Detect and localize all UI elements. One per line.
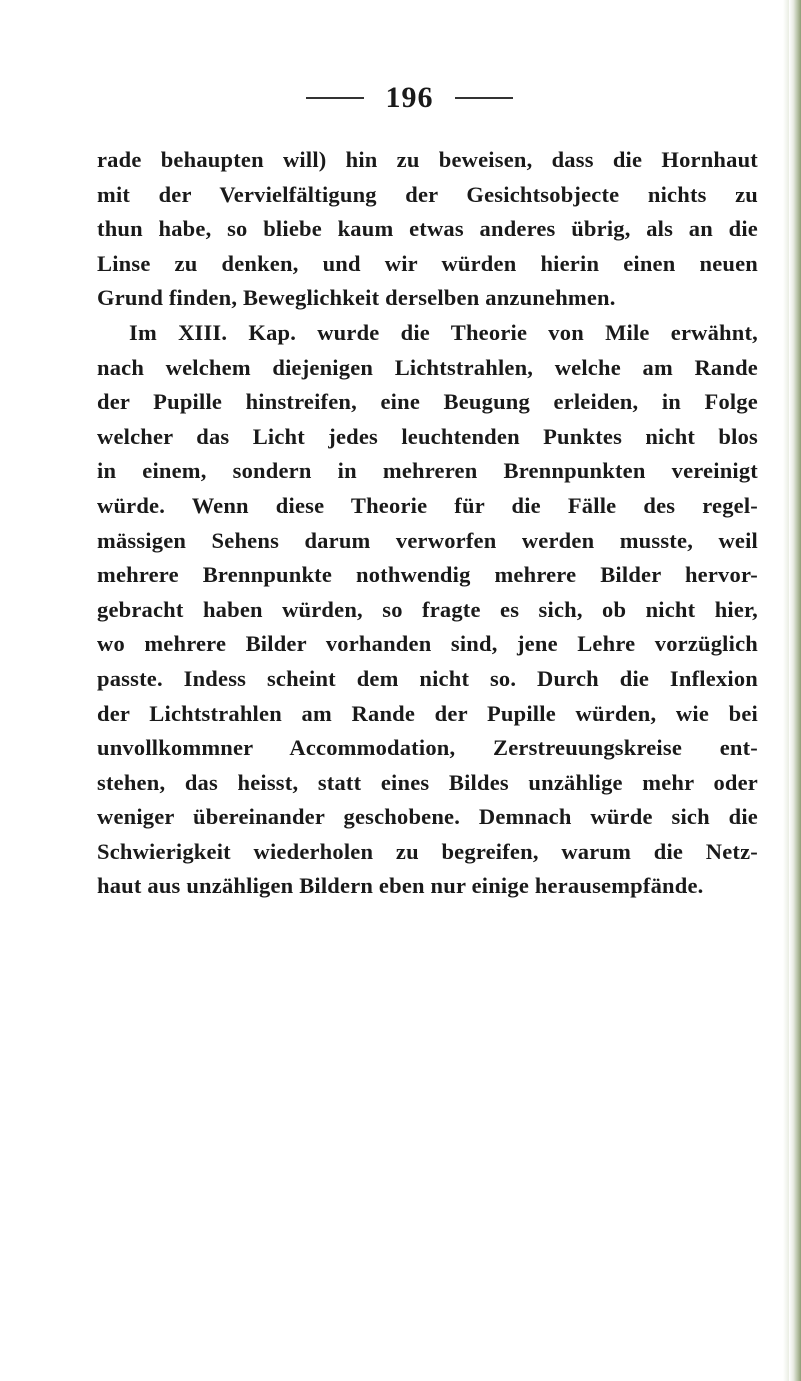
text-line: mässigen Sehens darum verworfen werden musste, weil bbox=[97, 527, 758, 553]
text-line: Im XIII. Kap. wurde die Theorie von Mile erwähnt, bbox=[129, 319, 758, 345]
text-line: der Pupille hinstreifen, eine Beugung erleiden, in Folge bbox=[97, 389, 758, 415]
text-line: Schwierigkeit wiederholen zu begreifen, warum die Netz- bbox=[97, 838, 758, 864]
text-line: würde. Wenn diese Theorie für die Fälle des regel- bbox=[97, 492, 758, 518]
page-header bbox=[0, 78, 801, 118]
text-line: mehrere Brennpunkte nothwendig mehrere Bilder hervor- bbox=[97, 562, 758, 588]
text-line: Linse zu denken, und wir würden hierin einen neuen bbox=[97, 250, 758, 276]
text-line: mit der Vervielfältigung der Gesichtsobjecte nichts zu bbox=[97, 181, 758, 207]
text-line: nach welchem diejenigen Lichtstrahlen, welche am Rande bbox=[97, 354, 758, 380]
text-line: welcher das Licht jedes leuchtenden Punktes nicht blos bbox=[97, 423, 758, 449]
text-line: weniger übereinander geschobene. Demnach würde sich die bbox=[97, 804, 758, 830]
text-line: thun habe, so bliebe kaum etwas anderes übrig, als an die bbox=[97, 216, 758, 242]
text-line: haut aus unzähligen Bildern eben nur einige herausempfände. bbox=[97, 873, 704, 899]
text-line: stehen, das heisst, statt eines Bildes unzählige mehr oder bbox=[97, 769, 758, 795]
page-number: 196 bbox=[385, 81, 434, 114]
header-rule-right bbox=[455, 97, 513, 99]
text-line: gebracht haben würden, so fragte es sich, ob nicht hier, bbox=[97, 596, 758, 622]
header-rule-left bbox=[306, 97, 364, 99]
text-line: unvollkommner Accommodation, Zerstreuungskreise ent- bbox=[97, 735, 758, 761]
text-line: Grund finden, Beweglichkeit derselben anzunehmen. bbox=[97, 285, 616, 311]
body-text bbox=[97, 143, 758, 904]
text-line: in einem, sondern in mehreren Brennpunkten vereinigt bbox=[97, 458, 758, 484]
text-line: rade behaupten will) hin zu beweisen, dass die Hornhaut bbox=[97, 147, 758, 172]
page-edge bbox=[789, 0, 801, 1381]
text-line: wo mehrere Bilder vorhanden sind, jene Lehre vorzüglich bbox=[97, 631, 758, 657]
text-line: der Lichtstrahlen am Rande der Pupille würden, wie bei bbox=[97, 700, 758, 726]
text-line: passte. Indess scheint dem nicht so. Durch die Inflexion bbox=[97, 665, 758, 691]
